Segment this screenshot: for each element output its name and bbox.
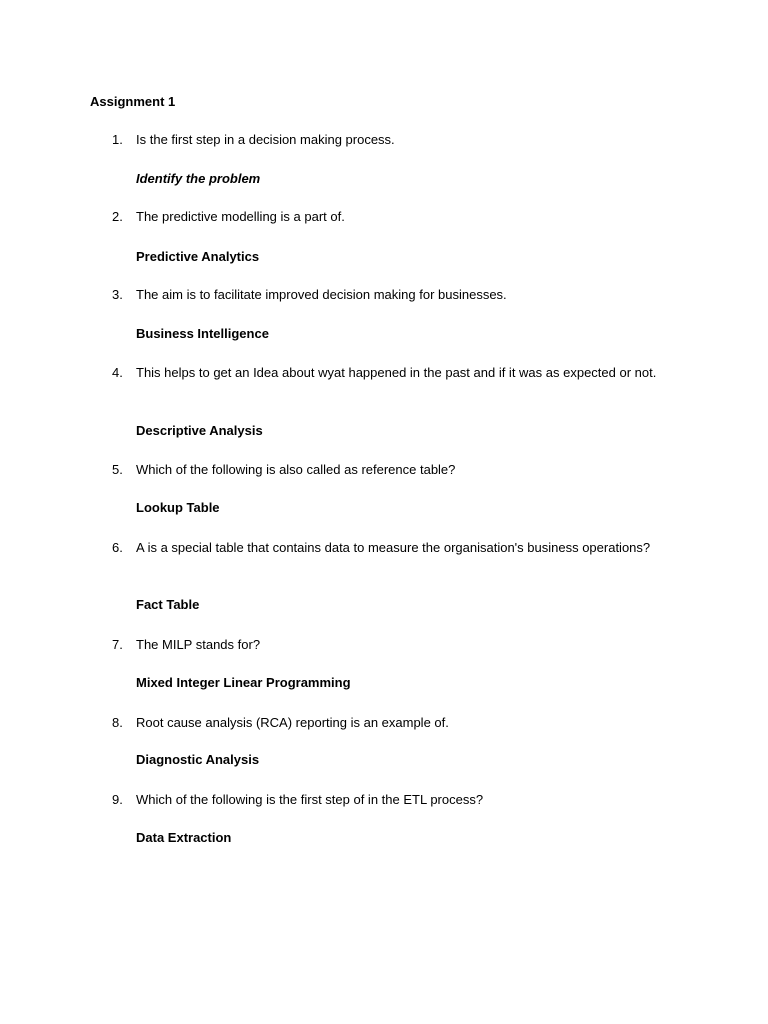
question-text: The aim is to facilitate improved decision making for businesses. (136, 287, 507, 302)
question-answer: Diagnostic Analysis (136, 752, 260, 767)
question-number: 6. (112, 540, 123, 555)
question-answer: Fact Table (136, 597, 200, 612)
question-answer: Mixed Integer Linear Programming (136, 675, 351, 690)
question-answer: Predictive Analytics (136, 249, 260, 264)
question-text: Is the first step in a decision making process. (136, 132, 395, 147)
question-answer: Lookup Table (136, 500, 220, 515)
question-number: 2. (112, 209, 123, 224)
question-text: Root cause analysis (RCA) reporting is an example of. (136, 715, 449, 730)
question-number: 4. (112, 365, 123, 380)
question-text: The MILP stands for? (136, 637, 261, 652)
question-answer: Identify the problem (136, 171, 261, 186)
question-number: 1. (112, 132, 123, 147)
question-text: This helps to get an Idea about wyat happened in the past and if it was as expected or not. (136, 365, 657, 380)
question-text: Which of the following is also called as reference table? (136, 462, 456, 477)
question-answer: Descriptive Analysis (136, 423, 263, 438)
question-number: 9. (112, 792, 123, 807)
question-number: 3. (112, 287, 123, 302)
question-text: Which of the following is the first step of in the ETL process? (136, 792, 484, 807)
document-title: Assignment 1 (90, 94, 176, 109)
question-answer: Business Intelligence (136, 326, 269, 341)
question-text: A is a special table that contains data to measure the organisation's business operations? (136, 540, 651, 555)
question-text: The predictive modelling is a part of. (136, 209, 345, 224)
question-number: 7. (112, 637, 123, 652)
question-number: 5. (112, 462, 123, 477)
question-answer: Data Extraction (136, 830, 232, 845)
question-number: 8. (112, 715, 123, 730)
